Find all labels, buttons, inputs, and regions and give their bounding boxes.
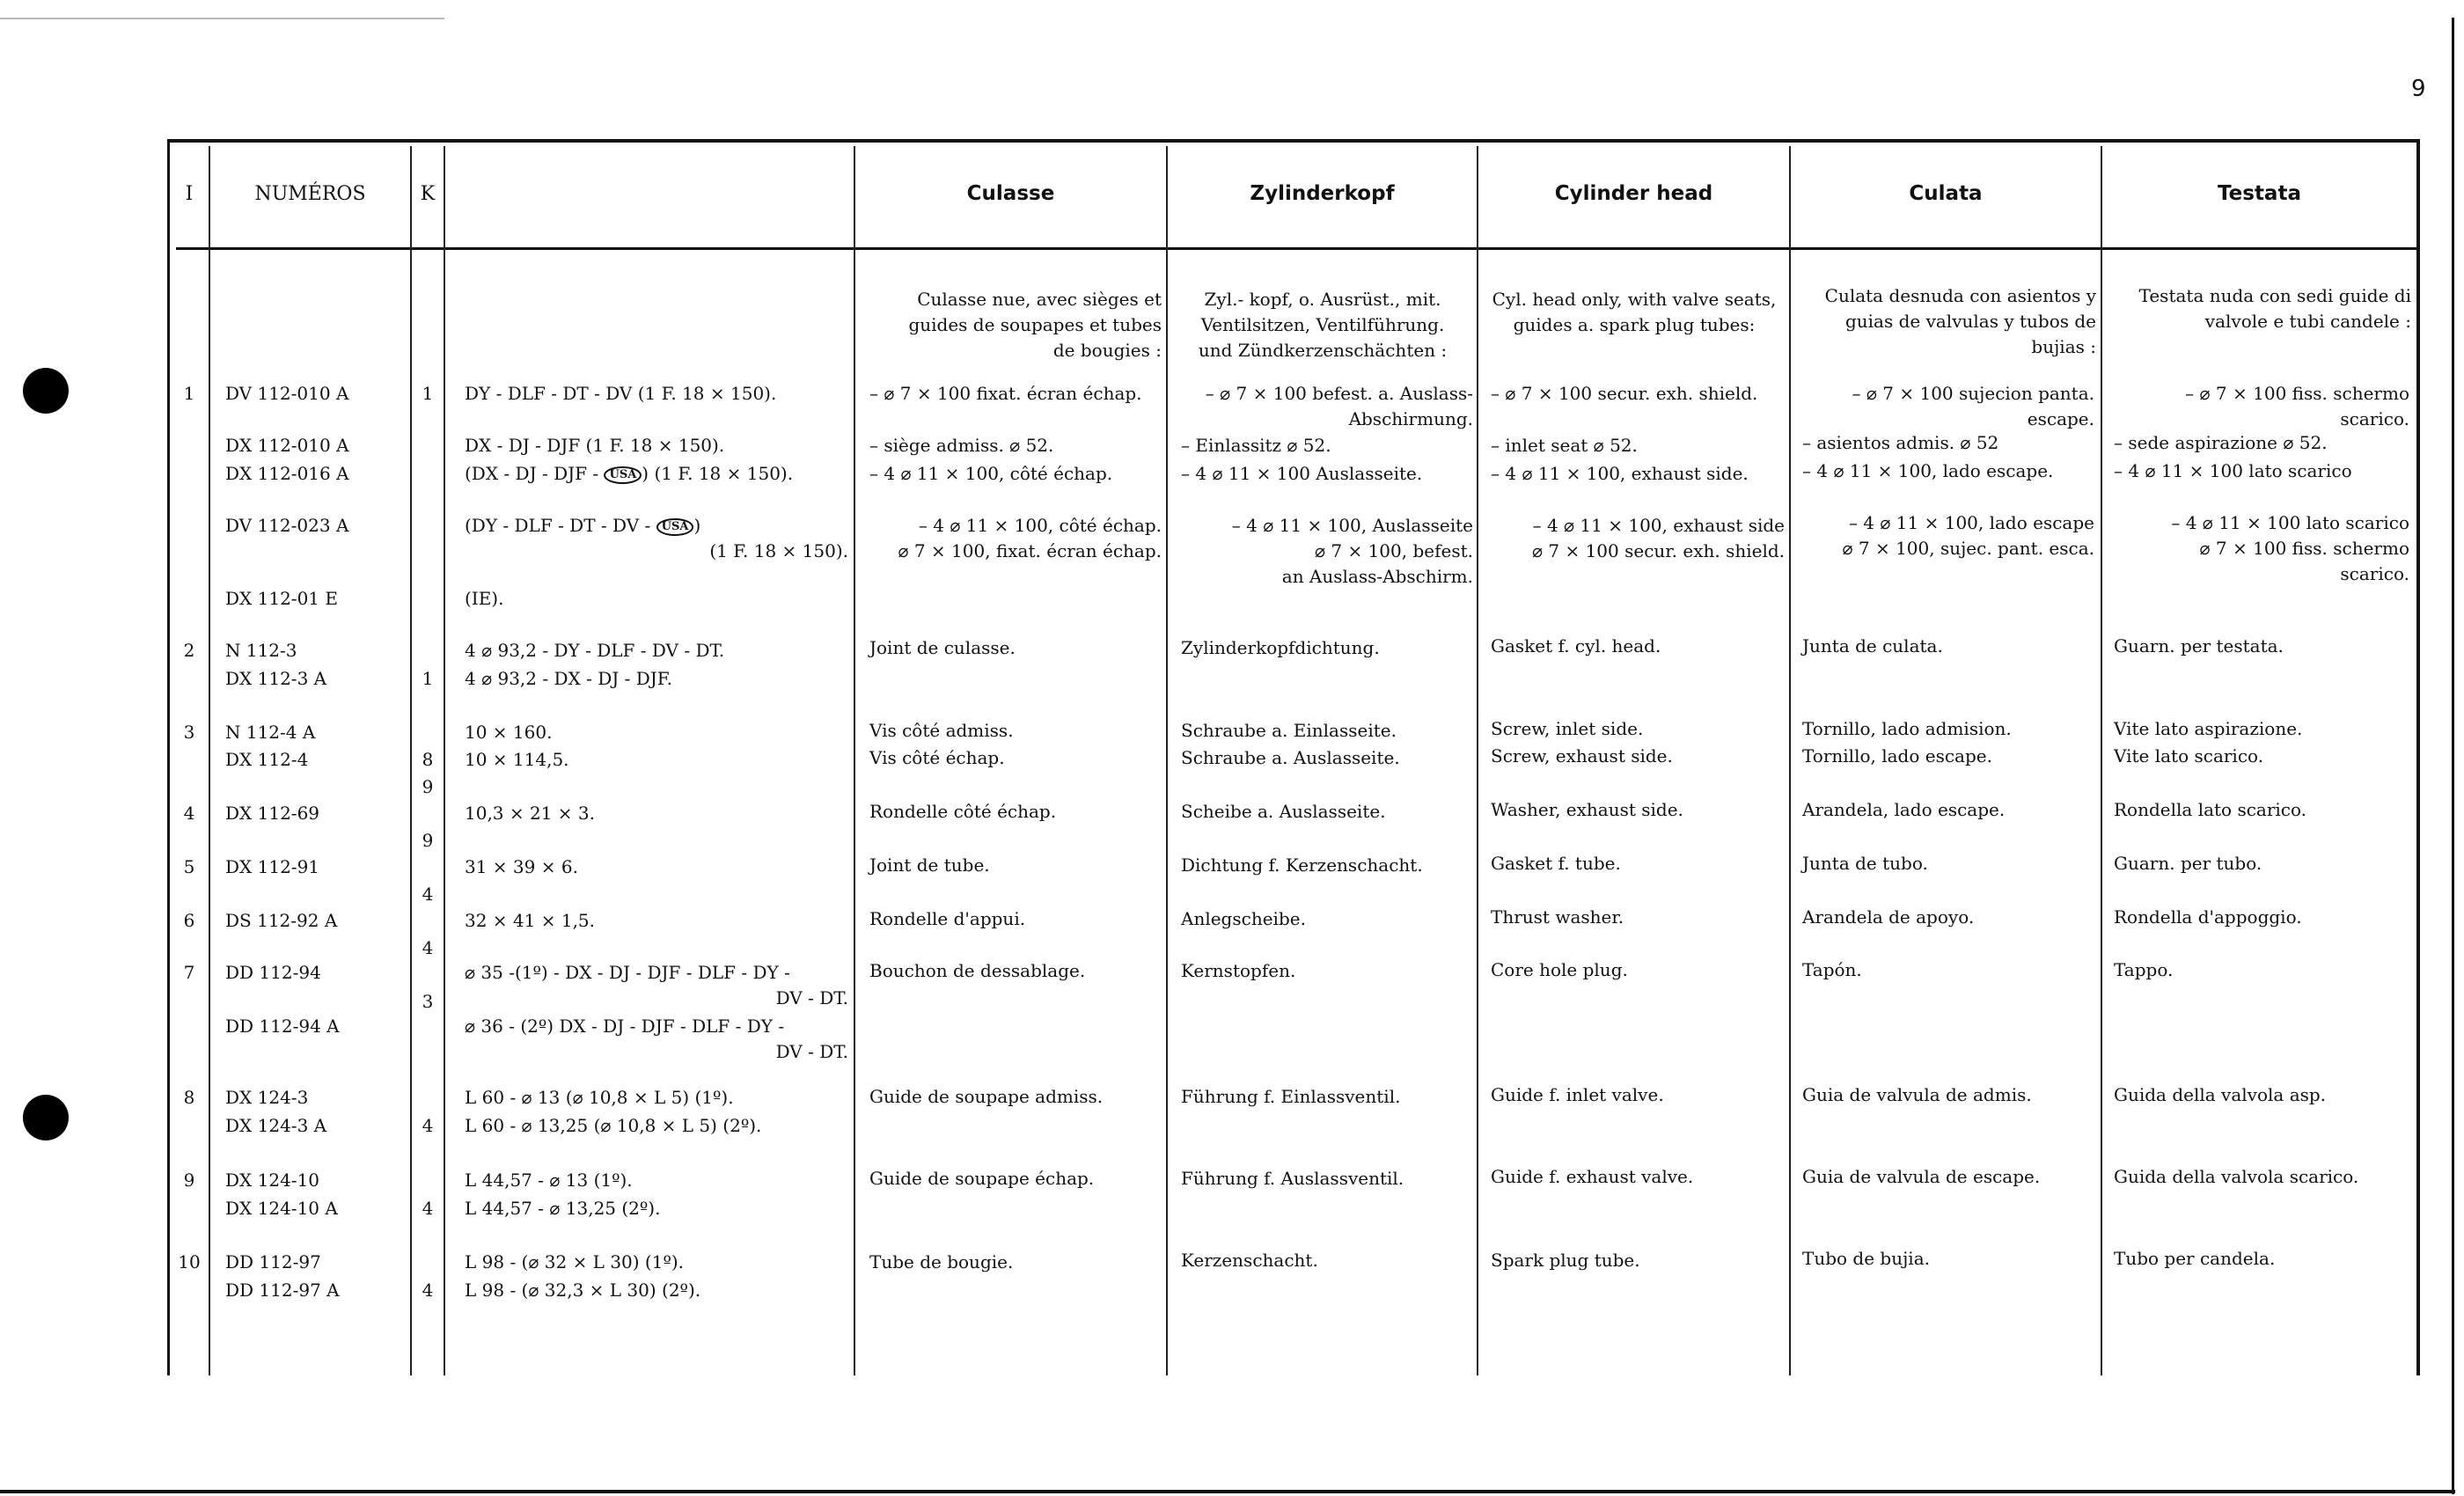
row-index: 10: [178, 1251, 201, 1272]
row-spec: 10 × 114,5.: [465, 749, 569, 770]
top-rule: [0, 18, 444, 19]
row-index: 5: [183, 856, 195, 877]
row-quantity: 8: [422, 749, 434, 770]
row-spec: (DY - DLF - DT - DV - USA ) (1 F. 18 × 150).: [465, 515, 848, 561]
header-german: Zylinderkopf: [1250, 182, 1395, 205]
row-english: Gasket f. tube.: [1491, 853, 1621, 874]
intro-french: Culasse nue, avec sièges et guides de soupapes et tubes de bougies :: [908, 289, 1162, 361]
row-index: 6: [183, 910, 195, 931]
row-index: 4: [183, 803, 195, 824]
column-divider: [444, 146, 445, 1375]
row-spec: ⌀ 36 - (2º) DX - DJ - DJF - DLF - DY - DV - DT.: [465, 1016, 848, 1062]
table-border-right: [2416, 139, 2420, 1375]
row-spanish: Junta de tubo.: [1802, 853, 1928, 874]
row-quantity: 4: [422, 884, 434, 905]
row-english: Guide f. inlet valve.: [1491, 1084, 1664, 1105]
row-german: Scheibe a. Auslasseite.: [1181, 801, 1386, 822]
row-quantity: 1: [422, 383, 434, 404]
row-spanish: Tornillo, lado escape.: [1802, 745, 1992, 766]
row-quantity: 3: [422, 991, 434, 1012]
column-divider: [1166, 146, 1168, 1375]
part-number: DX 112-4: [225, 749, 309, 770]
row-spec: L 98 - (⌀ 32 × L 30) (1º).: [465, 1251, 685, 1272]
row-french: Joint de culasse.: [869, 637, 1016, 658]
row-german: – 4 ⌀ 11 × 100, Auslasseite ⌀ 7 × 100, befest. an Auslass-Abschirm.: [1231, 515, 1473, 587]
row-english: – 4 ⌀ 11 × 100, exhaust side ⌀ 7 × 100 secur. exh. shield.: [1531, 515, 1785, 561]
row-german: Zylinderkopfdichtung.: [1181, 637, 1380, 658]
row-italian: Vite lato aspirazione.: [2114, 718, 2303, 739]
page-edge-right: [2452, 18, 2454, 1494]
header-k: K: [420, 182, 436, 205]
row-spec: L 44,57 - ⌀ 13,25 (2º).: [465, 1198, 661, 1219]
row-italian: – 4 ⌀ 11 × 100 lato scarico: [2114, 460, 2352, 481]
row-spec: L 98 - (⌀ 32,3 × L 30) (2º).: [465, 1280, 701, 1301]
row-index: 1: [183, 383, 195, 404]
part-number: DV 112-023 A: [225, 515, 349, 536]
row-english: Core hole plug.: [1491, 959, 1628, 980]
row-spec: ⌀ 35 -(1º) - DX - DJ - DJF - DLF - DY - DV - DT.: [465, 962, 848, 1008]
row-french: – siège admiss. ⌀ 52.: [869, 435, 1054, 456]
row-german: Anlegscheibe.: [1181, 908, 1306, 929]
row-quantity: 4: [422, 1198, 434, 1219]
row-spec: DY - DLF - DT - DV (1 F. 18 × 150).: [465, 383, 777, 404]
row-french: Rondelle côté échap.: [869, 801, 1057, 822]
row-german: – 4 ⌀ 11 × 100 Auslasseite.: [1181, 463, 1423, 484]
row-italian: – sede aspirazione ⌀ 52.: [2114, 432, 2328, 453]
row-spec: 10 × 160.: [465, 722, 553, 743]
row-spec: 4 ⌀ 93,2 - DX - DJ - DJF.: [465, 668, 672, 689]
row-french: Guide de soupape admiss.: [869, 1086, 1104, 1107]
intro-spanish: Culata desnuda con asientos y guias de valvulas y tubos de bujias :: [1824, 285, 2096, 357]
header-french: Culasse: [966, 182, 1055, 205]
row-spanish: Guia de valvula de admis.: [1802, 1084, 2032, 1105]
row-german: Kernstopfen.: [1181, 960, 1296, 981]
row-german: Führung f. Einlassventil.: [1181, 1086, 1401, 1107]
row-index: 2: [183, 640, 195, 661]
row-english: Guide f. exhaust valve.: [1491, 1166, 1694, 1187]
row-spec: L 60 - ⌀ 13 (⌀ 10,8 × L 5) (1º).: [465, 1087, 734, 1108]
row-english: – ⌀ 7 × 100 secur. exh. shield.: [1491, 383, 1758, 404]
row-spec: 10,3 × 21 × 3.: [465, 803, 596, 824]
header-spec: [445, 167, 854, 220]
row-spec: DX - DJ - DJF (1 F. 18 × 150).: [465, 435, 725, 456]
row-spanish: Tapón.: [1802, 959, 1862, 980]
row-spec: L 60 - ⌀ 13,25 (⌀ 10,8 × L 5) (2º).: [465, 1115, 762, 1136]
row-index: 3: [183, 722, 195, 743]
part-number: DX 112-01 E: [225, 588, 338, 609]
row-french: – ⌀ 7 × 100 fixat. écran échap.: [869, 383, 1142, 404]
header-numeros: NUMÉROS: [254, 182, 366, 205]
row-english: – 4 ⌀ 11 × 100, exhaust side.: [1491, 463, 1749, 484]
row-spanish: – 4 ⌀ 11 × 100, lado escape ⌀ 7 × 100, sujec. pant. esca.: [1842, 512, 2094, 559]
row-french: Guide de soupape échap.: [869, 1168, 1095, 1189]
header-italian: Testata: [2218, 182, 2301, 205]
intro-english: Cyl. head only, with valve seats, guides a. spark plug tubes:: [1492, 289, 1777, 335]
row-spec: (IE).: [465, 588, 504, 609]
column-divider: [2101, 146, 2102, 1375]
row-french: Joint de tube.: [869, 854, 990, 876]
row-french: – 4 ⌀ 11 × 100, côté échap.: [869, 463, 1113, 484]
row-italian: – 4 ⌀ 11 × 100 lato scarico ⌀ 7 × 100 fiss. schermo scarico.: [2171, 512, 2409, 584]
row-index: 7: [183, 962, 195, 983]
usa-badge-icon: USA: [604, 466, 642, 484]
column-divider: [854, 146, 855, 1375]
column-divider: [209, 146, 210, 1375]
row-german: – Einlassitz ⌀ 52.: [1181, 435, 1331, 456]
part-number: DV 112-010 A: [225, 383, 349, 404]
row-english: Thrust washer.: [1491, 906, 1624, 928]
row-german: Schraube a. Einlasseite.: [1181, 720, 1397, 741]
row-german: Kerzenschacht.: [1181, 1250, 1318, 1271]
row-spanish: Guia de valvula de escape.: [1802, 1166, 2041, 1187]
row-spanish: Tubo de bujia.: [1802, 1248, 1930, 1269]
row-italian: Tappo.: [2114, 959, 2174, 980]
part-number: DD 112-97: [225, 1251, 321, 1272]
part-number: DX 112-69: [225, 803, 320, 824]
intro-german: Zyl.- kopf, o. Ausrüst., mit. Ventilsitzen, Ventilführung. und Zündkerzenschächten :: [1198, 289, 1448, 361]
row-quantity: 9: [422, 776, 434, 797]
row-french: Rondelle d'appui.: [869, 908, 1026, 929]
row-english: Washer, exhaust side.: [1491, 799, 1683, 820]
row-quantity: 4: [422, 1115, 434, 1136]
page-number: 9: [2411, 76, 2426, 102]
part-number: DX 124-10: [225, 1170, 320, 1191]
part-number: DD 112-94: [225, 962, 321, 983]
row-italian: Guarn. per tubo.: [2114, 853, 2262, 874]
row-english: Screw, exhaust side.: [1491, 745, 1673, 766]
column-divider: [1477, 146, 1478, 1375]
row-spanish: Tornillo, lado admision.: [1802, 718, 2012, 739]
part-number: DX 112-91: [225, 856, 320, 877]
row-english: Gasket f. cyl. head.: [1491, 635, 1661, 656]
part-number: DX 112-3 A: [225, 668, 327, 689]
header-divider: [176, 247, 2416, 250]
row-quantity: 1: [422, 668, 434, 689]
part-number: N 112-4 A: [225, 722, 316, 743]
page-edge-bottom: [0, 1490, 2455, 1493]
row-german: Führung f. Auslassventil.: [1181, 1168, 1404, 1189]
usa-badge-icon: USA: [656, 518, 694, 536]
part-number: N 112-3: [225, 640, 297, 661]
row-german: – ⌀ 7 × 100 befest. a. Auslass- Abschirmung.: [1205, 383, 1473, 429]
row-spanish: – asientos admis. ⌀ 52: [1802, 432, 1999, 453]
row-quantity: 9: [422, 830, 434, 851]
table-border-top: [167, 139, 2420, 143]
row-french: Vis côté échap.: [869, 747, 1005, 768]
column-divider: [1789, 146, 1791, 1375]
row-italian: Tubo per candela.: [2114, 1248, 2276, 1269]
row-german: Dichtung f. Kerzenschacht.: [1181, 854, 1423, 876]
row-french: Bouchon de dessablage.: [869, 960, 1086, 981]
intro-italian: Testata nuda con sedi guide di valvole e tubi candele :: [2138, 285, 2411, 332]
row-spec: 4 ⌀ 93,2 - DY - DLF - DV - DT.: [465, 640, 725, 661]
row-quantity: 4: [422, 937, 434, 958]
row-french: – 4 ⌀ 11 × 100, côté échap. ⌀ 7 × 100, fixat. écran échap.: [898, 515, 1162, 561]
part-number: DX 124-3: [225, 1087, 309, 1108]
row-italian: – ⌀ 7 × 100 fiss. schermo scarico.: [2185, 383, 2409, 429]
part-number: DX 112-016 A: [225, 463, 349, 484]
row-english: Screw, inlet side.: [1491, 718, 1644, 739]
row-english: – inlet seat ⌀ 52.: [1491, 435, 1638, 456]
row-italian: Rondella d'appoggio.: [2114, 906, 2302, 928]
row-italian: Vite lato scarico.: [2114, 745, 2264, 766]
row-spanish: – 4 ⌀ 11 × 100, lado escape.: [1802, 460, 2054, 481]
row-german: Schraube a. Auslasseite.: [1181, 747, 1400, 768]
row-spec: 32 × 41 × 1,5.: [465, 910, 596, 931]
row-french: Tube de bougie.: [869, 1251, 1014, 1272]
part-number: DS 112-92 A: [225, 910, 338, 931]
header-english: Cylinder head: [1554, 182, 1713, 205]
row-italian: Rondella lato scarico.: [2114, 799, 2307, 820]
part-number: DD 112-94 A: [225, 1016, 340, 1037]
row-spanish: Arandela, lado escape.: [1802, 799, 2006, 820]
row-spec: 31 × 39 × 6.: [465, 856, 578, 877]
row-italian: Guarn. per testata.: [2114, 635, 2284, 656]
binder-hole-icon: [23, 1095, 69, 1140]
row-italian: Guida della valvola asp.: [2114, 1084, 2327, 1105]
row-spec: (DX - DJ - DJF - USA ) (1 F. 18 × 150).: [465, 463, 794, 484]
row-spanish: Arandela de apoyo.: [1802, 906, 1975, 928]
part-number: DX 112-010 A: [225, 435, 349, 456]
row-index: 8: [183, 1087, 195, 1108]
row-spanish: – ⌀ 7 × 100 sujecion panta. escape.: [1852, 383, 2094, 429]
part-number: DX 124-10 A: [225, 1198, 338, 1219]
row-quantity: 4: [422, 1280, 434, 1301]
row-spec: L 44,57 - ⌀ 13 (1º).: [465, 1170, 633, 1191]
binder-hole-icon: [23, 368, 69, 414]
part-number: DX 124-3 A: [225, 1115, 327, 1136]
row-index: 9: [183, 1170, 195, 1191]
row-english: Spark plug tube.: [1491, 1250, 1640, 1271]
row-french: Vis côté admiss.: [869, 720, 1014, 741]
header-spanish: Culata: [1909, 182, 1983, 205]
part-number: DD 112-97 A: [225, 1280, 340, 1301]
row-spanish: Junta de culata.: [1802, 635, 1943, 656]
row-italian: Guida della valvola scarico.: [2114, 1166, 2359, 1187]
header-index: I: [185, 182, 194, 205]
